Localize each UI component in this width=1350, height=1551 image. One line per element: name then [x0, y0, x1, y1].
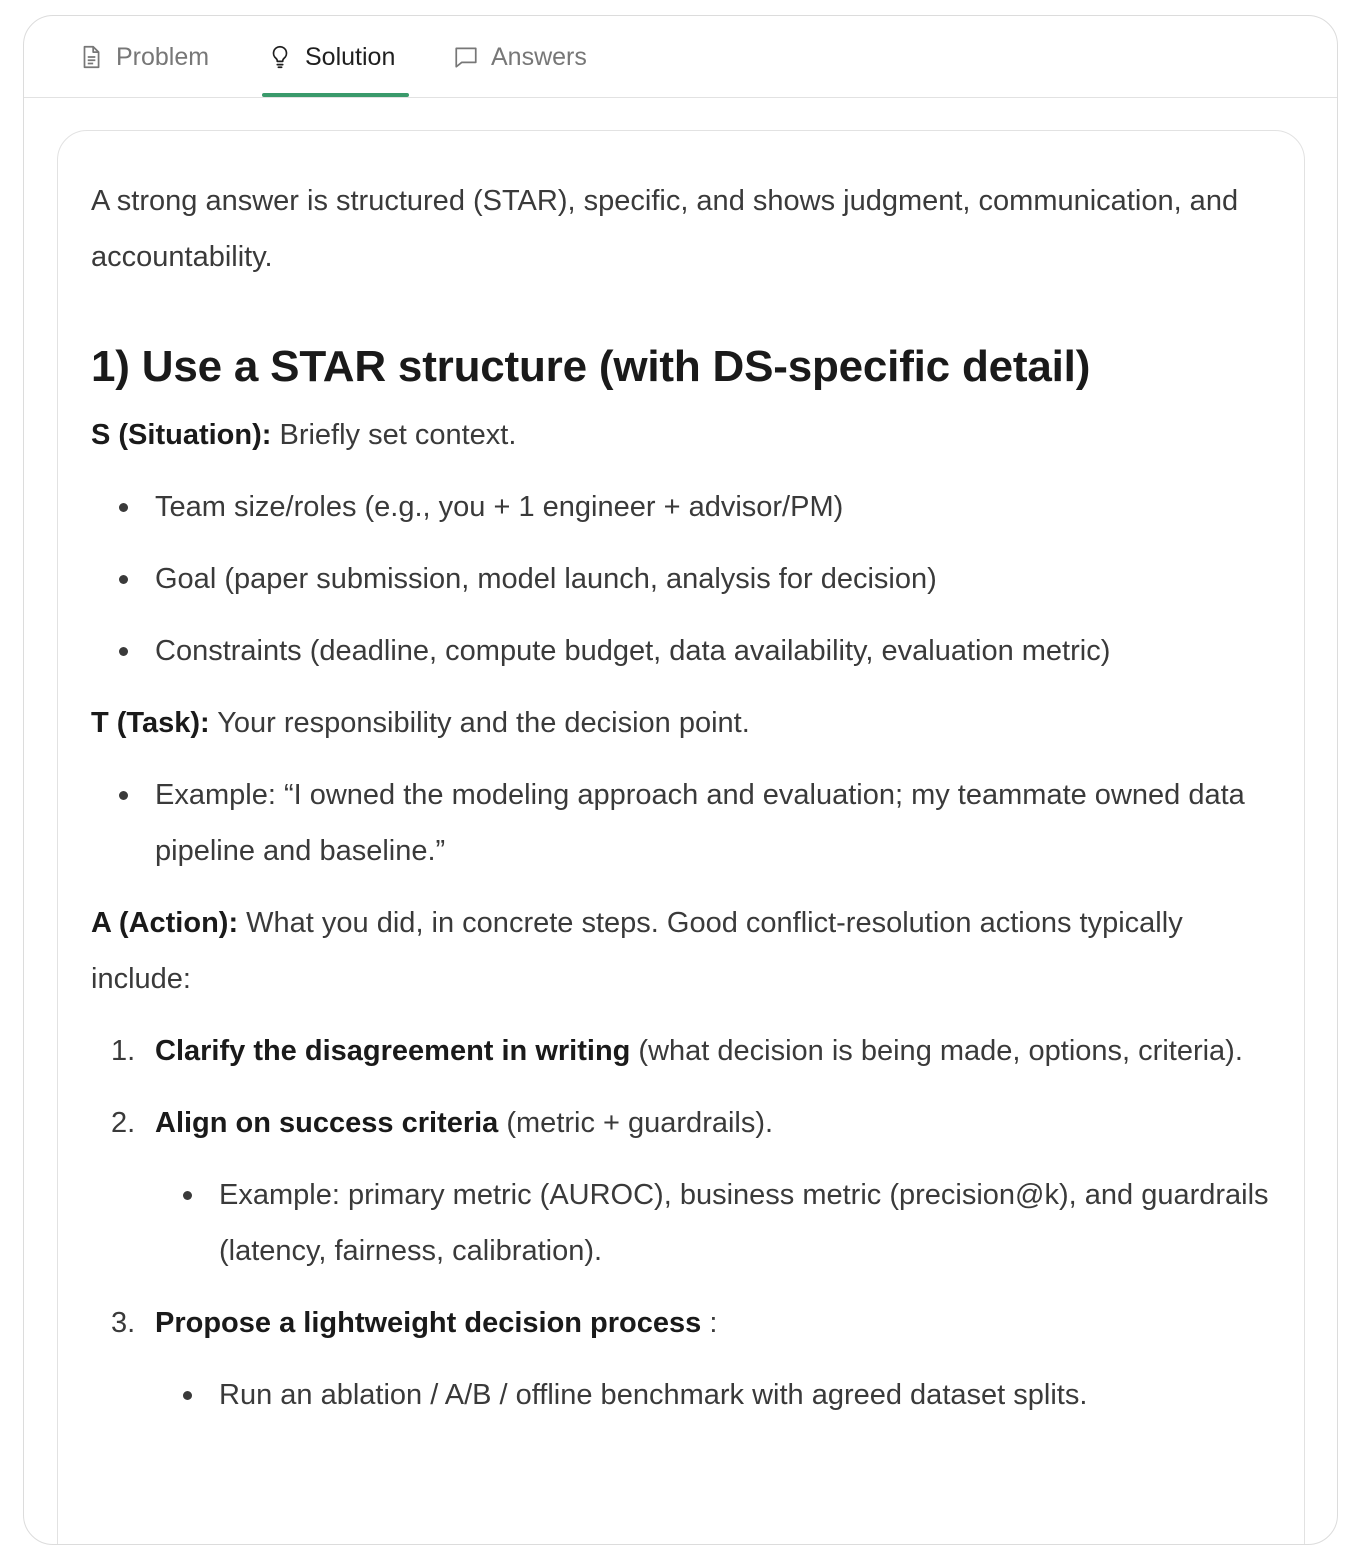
step-sublist — [155, 1367, 1271, 1423]
action-paragraph — [91, 895, 1271, 1007]
step-item — [111, 1095, 1271, 1279]
tab-solution[interactable] — [267, 40, 395, 74]
list-item: Example: primary metric (AUROC), business metric (precision@k), and guardrails (latency, fairness, calibration). — [219, 1167, 1271, 1279]
task-text: Your responsibility and the decision point. — [209, 707, 750, 739]
step-text: (metric + guardrails). — [498, 1107, 774, 1139]
step-item — [111, 1023, 1271, 1079]
step-sublist — [155, 1167, 1271, 1279]
intro-paragraph: A strong answer is structured (STAR), specific, and shows judgment, communication, and accountability. — [91, 185, 1239, 273]
step-item — [111, 1295, 1271, 1423]
active-tab-indicator — [262, 93, 409, 97]
step-number: 1. — [111, 1035, 136, 1067]
step-title: Align on success criteria — [155, 1107, 499, 1139]
section-heading: 1) Use a STAR structure (with DS-specific detail) — [91, 342, 1091, 391]
situation-text: Briefly set context. — [271, 419, 517, 451]
lightbulb-icon — [267, 44, 293, 70]
situation-list — [91, 479, 1271, 679]
solution-content — [91, 173, 1271, 1439]
action-steps — [91, 1023, 1271, 1423]
list-item: Team size/roles (e.g., you + 1 engineer + advisor/PM) — [155, 479, 1271, 535]
comment-icon — [453, 44, 479, 70]
list-item: Example: “I owned the modeling approach and evaluation; my teammate owned data pipeline and baseline.” — [155, 767, 1271, 879]
document-icon — [78, 44, 104, 70]
step-number: 2. — [111, 1107, 136, 1139]
tab-bar — [24, 16, 1337, 98]
tab-answers[interactable] — [453, 40, 587, 74]
step-title: Propose a lightweight decision process — [155, 1307, 702, 1339]
list-item: Goal (paper submission, model launch, analysis for decision) — [155, 551, 1271, 607]
tab-problem-label: Problem — [116, 42, 210, 71]
task-label: T (Task): — [91, 707, 210, 739]
solution-panel — [23, 15, 1338, 1545]
step-number: 3. — [111, 1307, 136, 1339]
step-text: : — [701, 1307, 718, 1339]
situation-paragraph — [91, 407, 1271, 463]
situation-label: S (Situation): — [91, 419, 272, 451]
step-title: Clarify the disagreement in writing — [155, 1035, 631, 1067]
list-item: Run an ablation / A/B / offline benchmark with agreed dataset splits. — [219, 1367, 1271, 1423]
task-list — [91, 767, 1271, 879]
tab-problem[interactable] — [78, 40, 209, 74]
step-text: (what decision is being made, options, criteria). — [630, 1035, 1243, 1067]
tab-solution-label: Solution — [305, 42, 396, 71]
tab-answers-label: Answers — [491, 42, 587, 71]
action-label: A (Action): — [91, 907, 239, 939]
solution-content-card — [57, 130, 1305, 1545]
action-text: What you did, in concrete steps. Good conflict-resolution actions typically include: — [91, 907, 1183, 995]
list-item: Constraints (deadline, compute budget, data availability, evaluation metric) — [155, 623, 1271, 679]
task-paragraph — [91, 695, 1271, 751]
